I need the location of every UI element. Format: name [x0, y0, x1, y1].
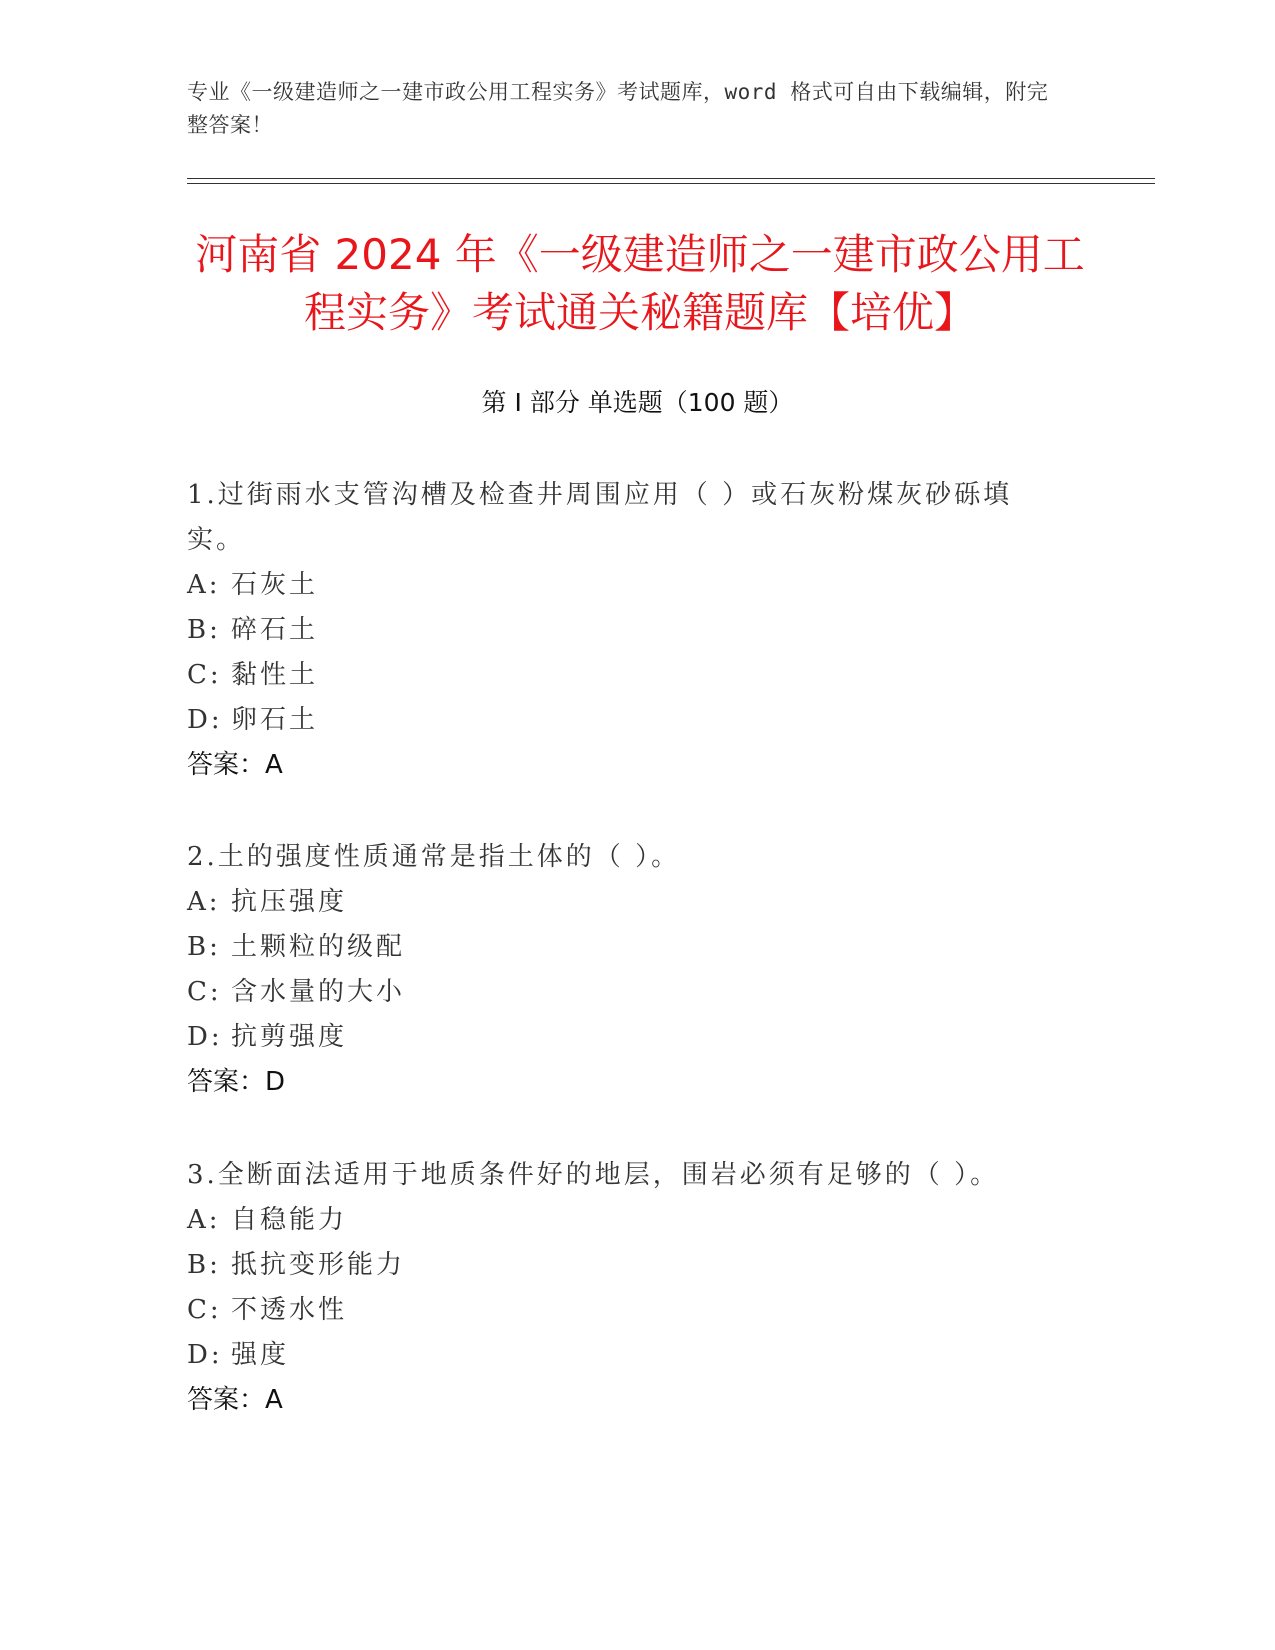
option-key: B:: [187, 1250, 221, 1280]
option-text: 抗剪强度: [231, 1022, 348, 1052]
option-key: A:: [187, 1205, 221, 1235]
answer-value: A: [265, 750, 283, 780]
option-text: 不透水性: [231, 1295, 348, 1325]
question-1: [187, 473, 1067, 788]
option-key: D:: [187, 705, 223, 735]
option-c: [187, 1288, 1067, 1333]
option-d: [187, 1015, 1067, 1060]
option-key: C:: [187, 977, 222, 1007]
option-a: [187, 563, 1067, 608]
option-a: [187, 1198, 1067, 1243]
option-d: [187, 1333, 1067, 1378]
option-a: [187, 880, 1067, 925]
answer-line: [187, 1060, 1067, 1105]
option-text: 抵抗变形能力: [231, 1250, 406, 1280]
answer-label: 答案：: [187, 750, 266, 780]
header-rule-top: [187, 178, 1155, 179]
answer-line: [187, 1378, 1067, 1423]
option-text: 强度: [231, 1340, 290, 1370]
option-text: 自稳能力: [231, 1205, 348, 1235]
option-key: D:: [187, 1022, 223, 1052]
option-key: B:: [187, 932, 221, 962]
answer-label: 答案：: [187, 1385, 266, 1415]
option-key: A:: [187, 887, 221, 917]
option-key: C:: [187, 1295, 222, 1325]
answer-line: [187, 743, 1067, 788]
option-text: 含水量的大小: [231, 977, 406, 1007]
option-c: [187, 653, 1067, 698]
option-d: [187, 698, 1067, 743]
option-text: 碎石土: [231, 615, 319, 645]
question-stem: 3.全断面法适用于地质条件好的地层，围岩必须有足够的（ ）。: [187, 1160, 1000, 1190]
document-title: 河南省 2024 年《一级建造师之一建市政公用工程实务》考试通关秘籍题库【培优】: [195, 230, 1085, 337]
question-stem: 1.过街雨水支管沟槽及检查井周围应用（ ）或石灰粉煤灰砂砾填实。: [187, 480, 1013, 555]
header-rule-bottom: [187, 183, 1155, 184]
option-text: 抗压强度: [231, 887, 348, 917]
option-key: A:: [187, 570, 221, 600]
question-stem: 2.土的强度性质通常是指土体的（ ）。: [187, 842, 681, 872]
option-c: [187, 970, 1067, 1015]
question-3: [187, 1153, 1067, 1423]
option-text: 石灰土: [231, 570, 319, 600]
answer-value: D: [265, 1067, 286, 1097]
option-key: D:: [187, 1340, 223, 1370]
question-2: [187, 835, 1067, 1105]
answer-label: 答案：: [187, 1067, 266, 1097]
section-title: 第 I 部分 单选题（100 题）: [481, 388, 794, 417]
option-key: B:: [187, 615, 221, 645]
option-text: 卵石土: [231, 705, 319, 735]
option-text: 黏性土: [231, 660, 319, 690]
option-key: C:: [187, 660, 222, 690]
option-text: 土颗粒的级配: [231, 932, 406, 962]
answer-value: A: [265, 1385, 283, 1415]
option-b: [187, 925, 1067, 970]
option-b: [187, 1243, 1067, 1288]
option-b: [187, 608, 1067, 653]
header-note: 专业《一级建造师之一建市政公用工程实务》考试题库，word 格式可自由下载编辑，附完整答案！: [187, 80, 1049, 137]
